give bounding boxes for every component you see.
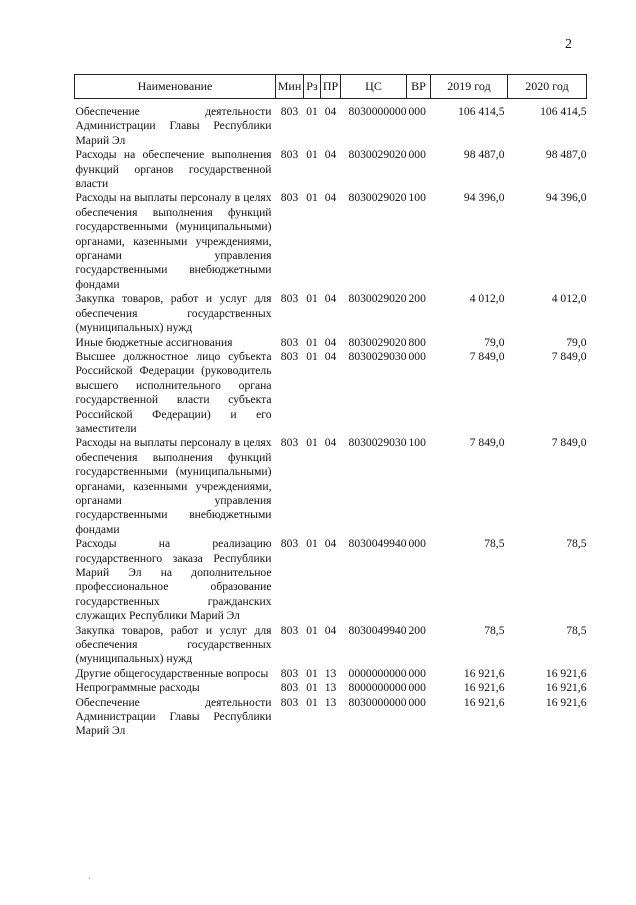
table-row — [75, 667, 587, 681]
row-amount-2019: 4 012,0 — [469, 292, 505, 306]
row-vr: 000 — [408, 537, 426, 551]
row-min: 803 — [280, 105, 299, 118]
row-rz: 01 — [306, 681, 318, 695]
table-row — [75, 696, 587, 739]
row-amount-2020: 98 487,0 — [545, 148, 587, 162]
row-name: Другие общегосударственные вопросы — [75, 666, 269, 680]
row-cs: 8030029020 — [348, 335, 407, 349]
row-min: 803 — [280, 695, 299, 709]
row-amount-2019: 79,0 — [484, 335, 505, 349]
row-pr: 04 — [324, 191, 337, 205]
row-rz: 01 — [306, 436, 318, 450]
row-amount-2019: 16 921,6 — [463, 681, 505, 695]
row-name: Расходы на выплаты персоналу в целях обеспечения выполнения функций государственными (муниципальными) органами, казенными учреждениями, органами управления государственными внебюджетными фондами — [75, 191, 272, 291]
row-min: 803 — [280, 292, 299, 306]
row-rz: 01 — [306, 191, 318, 205]
table-row — [75, 624, 587, 667]
header-name: Наименование — [75, 75, 276, 99]
table-row — [75, 436, 587, 537]
row-rz: 01 — [306, 292, 318, 306]
row-min: 803 — [280, 623, 299, 637]
header-year-2020: 2020 год — [508, 75, 587, 99]
header-year-2019: 2019 год — [431, 75, 508, 99]
row-min: 803 — [280, 148, 299, 162]
row-cs: 8030029020 — [348, 191, 407, 205]
header-pr: ПР — [321, 75, 341, 99]
row-vr: 100 — [408, 436, 426, 450]
row-min: 803 — [280, 349, 299, 363]
row-name: Обеспечение деятельности Администрации Главы Республики Марий Эл — [75, 695, 272, 738]
row-amount-2019: 16 921,6 — [463, 695, 505, 709]
row-vr: 800 — [408, 335, 426, 349]
row-pr: 04 — [324, 436, 337, 450]
row-amount-2020: 16 921,6 — [545, 666, 587, 680]
row-pr: 04 — [324, 537, 337, 551]
row-min: 803 — [280, 681, 299, 695]
row-amount-2020: 4 012,0 — [551, 292, 587, 306]
header-min: Мин — [276, 75, 304, 99]
row-cs: 0000000000 — [348, 666, 407, 680]
row-amount-2020: 7 849,0 — [551, 436, 587, 450]
row-amount-2019: 7 849,0 — [469, 349, 505, 363]
table-row — [75, 292, 587, 335]
row-min: 803 — [280, 191, 299, 205]
row-amount-2019: 16 921,6 — [463, 666, 505, 680]
row-name: Обеспечение деятельности Администрации Главы Республики Марий Эл — [75, 105, 272, 147]
row-name: Закупка товаров, работ и услуг для обеспечения государственных (муниципальных) нужд — [75, 623, 272, 666]
row-rz: 01 — [306, 349, 318, 363]
row-pr: 04 — [324, 349, 337, 363]
row-min: 803 — [280, 436, 299, 450]
row-pr: 13 — [324, 681, 337, 695]
table-row — [75, 191, 587, 292]
row-rz: 01 — [306, 537, 318, 551]
row-name: Расходы на обеспечение выполнения функций органов государственной власти — [75, 148, 272, 191]
row-min: 803 — [280, 537, 299, 551]
row-amount-2019: 106 414,5 — [458, 105, 505, 118]
row-amount-2019: 94 396,0 — [463, 191, 505, 205]
row-name: Высшее должностное лицо субъекта Российской Федерации (руководитель высшего исполнительного органа государственной власти субъекта Российской Федерации) и его заместители — [75, 349, 272, 435]
row-amount-2020: 7 849,0 — [551, 349, 587, 363]
table-row — [75, 537, 587, 623]
row-vr: 000 — [408, 666, 426, 680]
row-amount-2020: 79,0 — [566, 335, 587, 349]
scan-speck: · — [88, 874, 91, 883]
header-cs: ЦС — [341, 75, 407, 99]
row-min: 803 — [280, 666, 299, 680]
row-vr: 200 — [408, 292, 426, 306]
row-rz: 01 — [306, 623, 318, 637]
row-cs: 8030029030 — [348, 436, 407, 450]
row-name: Непрограммные расходы — [75, 681, 200, 695]
row-cs: 8030049940 — [348, 623, 407, 637]
row-pr: 13 — [324, 695, 337, 709]
row-pr: 04 — [324, 292, 337, 306]
row-cs: 8000000000 — [348, 681, 407, 695]
table-row — [75, 336, 587, 350]
row-rz: 01 — [306, 335, 318, 349]
row-vr: 200 — [408, 623, 426, 637]
row-cs: 8030000000 — [348, 105, 407, 118]
row-vr: 000 — [408, 349, 426, 363]
header-rz: Рз — [304, 75, 321, 99]
row-min: 803 — [280, 335, 299, 349]
row-pr: 04 — [324, 105, 337, 118]
table-body — [75, 99, 587, 739]
table-row — [75, 681, 587, 695]
row-amount-2019: 78,5 — [484, 537, 505, 551]
row-cs: 8030049940 — [348, 537, 407, 551]
row-amount-2019: 98 487,0 — [463, 148, 505, 162]
row-name: Расходы на выплаты персоналу в целях обеспечения выполнения функций государственными (муниципальными) органами, казенными учреждениями, органами управления государственными внебюджетными фондами — [75, 436, 272, 536]
budget-table — [74, 74, 587, 739]
row-pr: 04 — [324, 623, 337, 637]
row-amount-2020: 78,5 — [566, 537, 587, 551]
row-name: Расходы на реализацию государственного заказа Республики Марий Эл на дополнительное профессиональное образование государственных гражданских служащих Республики Марий Эл — [75, 537, 272, 623]
page-number: 2 — [565, 37, 572, 52]
row-amount-2020: 94 396,0 — [545, 191, 587, 205]
row-rz: 01 — [306, 105, 318, 118]
row-vr: 000 — [408, 148, 426, 162]
row-amount-2020: 16 921,6 — [545, 695, 587, 709]
row-pr: 04 — [324, 335, 337, 349]
header-vr: ВР — [407, 75, 431, 99]
row-vr: 000 — [408, 695, 426, 709]
table-row — [75, 148, 587, 191]
row-cs: 8030029020 — [348, 148, 407, 162]
row-cs: 8030029030 — [348, 349, 407, 363]
row-name: Закупка товаров, работ и услуг для обеспечения государственных (муниципальных) нужд — [75, 292, 272, 335]
row-cs: 8030000000 — [348, 695, 407, 709]
row-cs: 8030029020 — [348, 292, 407, 306]
row-amount-2020: 106 414,5 — [540, 105, 587, 118]
table-row — [75, 99, 587, 149]
row-pr: 13 — [324, 666, 337, 680]
row-vr: 100 — [408, 191, 426, 205]
row-pr: 04 — [324, 148, 337, 162]
row-vr: 000 — [408, 105, 426, 118]
table-row — [75, 350, 587, 436]
row-vr: 000 — [408, 681, 426, 695]
row-amount-2020: 78,5 — [566, 623, 587, 637]
row-rz: 01 — [306, 666, 318, 680]
row-amount-2020: 16 921,6 — [545, 681, 587, 695]
row-name: Иные бюджетные ассигнования — [75, 335, 233, 349]
row-amount-2019: 7 849,0 — [469, 436, 505, 450]
table-header — [75, 75, 587, 99]
row-amount-2019: 78,5 — [484, 623, 505, 637]
row-rz: 01 — [306, 695, 318, 709]
row-rz: 01 — [306, 148, 318, 162]
